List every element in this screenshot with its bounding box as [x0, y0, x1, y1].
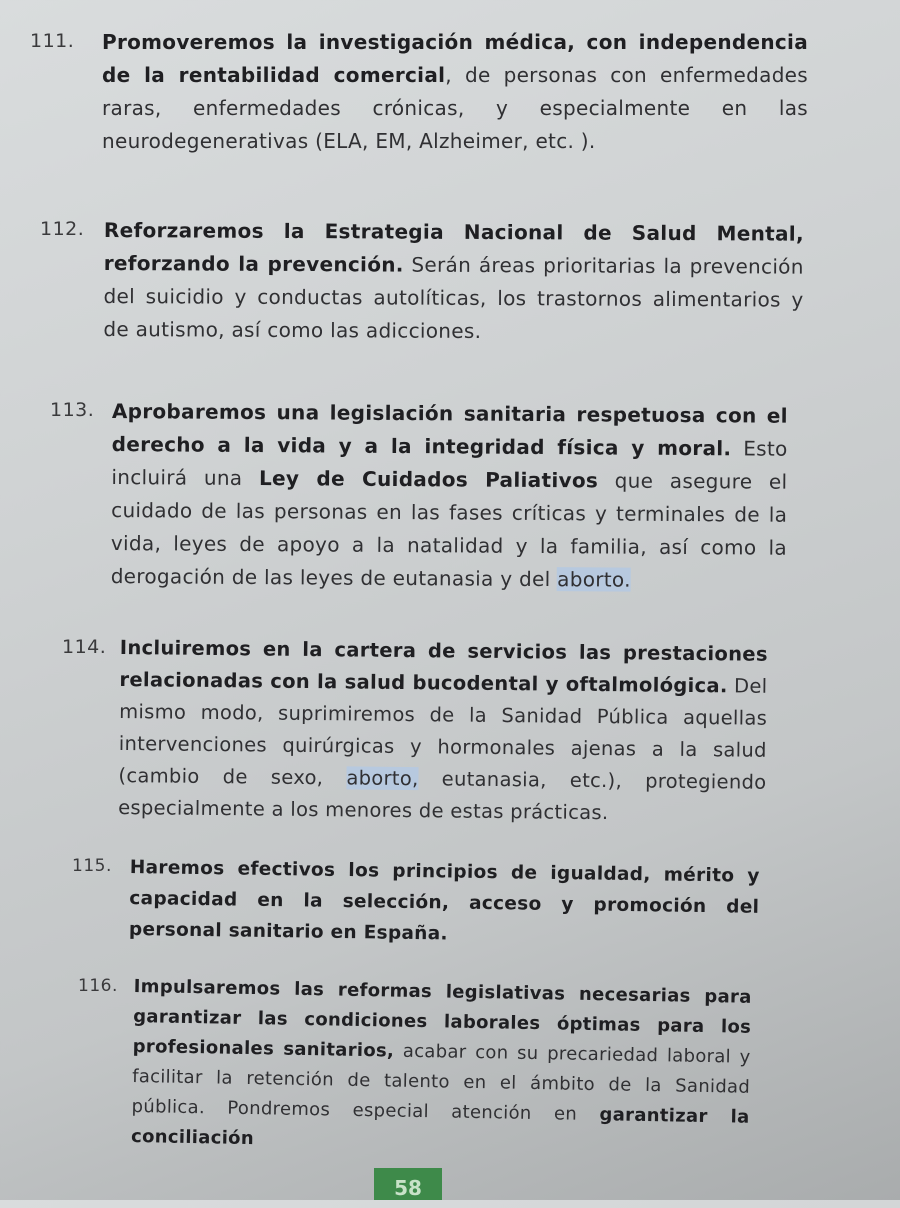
item-text — [118, 632, 768, 831]
item-body-text: Esto incluirá una — [111, 436, 788, 491]
item-number: 111. — [30, 30, 75, 52]
list-item — [30, 26, 810, 158]
item-bold-text: Impulsaremos las reformas legislativas necesarias para garantizar las condiciones laborales óptimas para los profesionales sanitarios, — [132, 975, 752, 1062]
item-text — [102, 26, 808, 158]
item-number: 116. — [78, 976, 118, 996]
item-number: 113. — [50, 399, 95, 421]
item-number: 112. — [40, 218, 85, 240]
item-bold-text: Ley de Cuidados Paliativos — [258, 466, 599, 493]
item-bold-text: Haremos efectivos los principios de igualdad, mérito y capacidad en la selección, acceso y promoción del personal sanitario en España. — [128, 856, 760, 945]
list-item — [78, 972, 768, 1152]
item-text — [131, 972, 752, 1163]
list-item — [40, 214, 810, 346]
item-text — [111, 395, 788, 598]
list-item — [72, 852, 762, 945]
item-number: 115. — [72, 856, 112, 876]
highlighted-text[interactable]: aborto. — [557, 567, 631, 592]
highlighted-text[interactable]: aborto, — [346, 766, 419, 791]
item-body-text: Serán áreas prioritarias la prevención del suicidio y conductas autolíticas, los trastornos alimentarios y de autismo, así como las adicciones. — [103, 252, 804, 343]
list-item — [62, 632, 772, 824]
item-bold-text: Incluiremos en la cartera de servicios las prestaciones relacionadas con la salud bucodental y oftalmológica. — [119, 635, 768, 698]
item-bold-text: Reforzaremos la Estrategia Nacional de Salud Mental, reforzando la prevención. — [103, 217, 804, 277]
item-body-text: eutanasia, etc.), protegiendo especialmente a los menores de estas prácticas. — [118, 767, 767, 825]
item-bold-text: garantizar la conciliación — [130, 1104, 750, 1150]
item-bold-text: Promoveremos la investigación médica, con independencia de la rentabilidad comercial — [102, 30, 808, 87]
item-body-text: acabar con su precariedad laboral y facilitar la retención de talento en el ámbito de la Sanidad pública. Pondremos especial atención en — [131, 1040, 751, 1126]
item-body-text: , de personas con enfermedades raras, enfermedades crónicas, y especialmente en las neurodegenerativas (ELA, EM, Alzheimer, etc. ). — [102, 63, 809, 153]
item-number: 114. — [62, 636, 107, 658]
item-bold-text: Aprobaremos una legislación sanitaria respetuosa con el derecho a la vida y a la integridad física y moral. — [111, 398, 788, 461]
item-body-text: Del mismo modo, suprimiremos de la Sanidad Pública aquellas intervenciones quirúrgicas y hormonales ajenas a la salud (cambio de sexo, — [118, 674, 768, 790]
item-text — [129, 852, 760, 954]
item-body-text: que asegure el cuidado de las personas en las fases críticas y terminales de la vida, leyes de apoyo a la natalidad y la familia, así como la derogación de las leyes de eutanasia y del — [110, 468, 788, 592]
list-item — [50, 395, 790, 593]
item-text — [103, 214, 804, 350]
page-number: 58 — [374, 1168, 442, 1200]
